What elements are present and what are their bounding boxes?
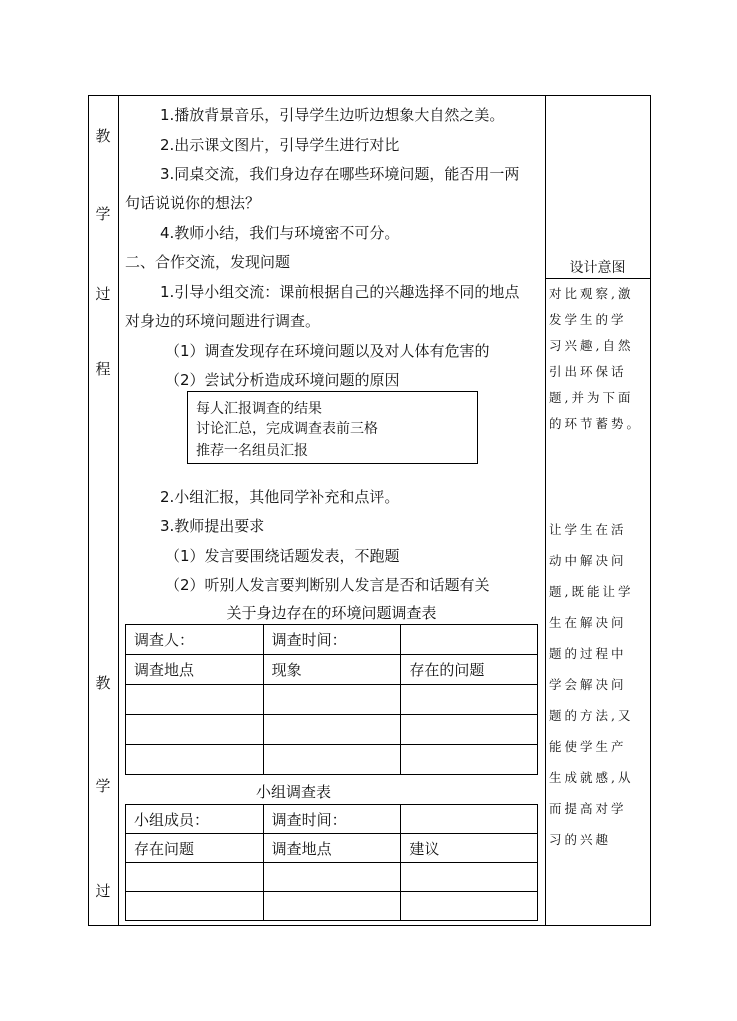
design-note-line: 习的兴趣 <box>549 832 612 847</box>
text-line: 1.播放背景音乐，引导学生边听边想象大自然之美。 <box>160 106 505 124</box>
table-cell <box>401 685 538 715</box>
table-header-cell: 现象 <box>263 655 401 685</box>
text-line: 2.小组汇报，其他同学补充和点评。 <box>160 488 400 506</box>
table-cell <box>263 892 401 921</box>
section-heading: 二、合作交流，发现问题 <box>125 253 291 271</box>
table-cell <box>126 745 264 775</box>
design-note-line: 对比观察,激 <box>549 286 634 301</box>
text-line: 3.教师提出要求 <box>160 517 265 535</box>
design-header: 设计意图 <box>569 260 626 276</box>
table-cell: 调查时间： <box>263 805 401 834</box>
text-line: （1）调查发现存在环境问题以及对人体有危害的 <box>165 342 490 360</box>
design-note-line: 引出环保话 <box>549 364 627 379</box>
table-header-cell: 调查地点 <box>126 655 264 685</box>
text-line: 4.教师小结，我们与环境密不可分。 <box>160 224 400 242</box>
table-cell <box>126 715 264 745</box>
text-line: 1.引导小组交流：课前根据自己的兴趣选择不同的地点 <box>160 283 520 301</box>
design-note-line: 学会解决问 <box>549 677 627 692</box>
text-line: 对身边的环境问题进行调查。 <box>125 312 321 330</box>
group-survey-table <box>125 804 538 921</box>
design-note-line: 生成就感,从 <box>549 770 634 785</box>
text-line: （2）尝试分析造成环境问题的原因 <box>165 371 400 389</box>
frame-top <box>88 95 651 96</box>
table-cell <box>126 685 264 715</box>
box-line: 讨论汇总，完成调查表前三格 <box>196 421 378 437</box>
side-char: 教 <box>95 127 111 145</box>
frame-right <box>650 95 651 925</box>
side-char: 过 <box>95 285 111 303</box>
text-line: 句话说说你的想法？ <box>125 194 261 212</box>
design-header-divider <box>545 278 650 279</box>
table-header-cell: 存在的问题 <box>401 655 538 685</box>
side-char: 学 <box>95 205 111 223</box>
table-cell <box>263 715 401 745</box>
table-cell <box>263 863 401 892</box>
table-cell <box>401 715 538 745</box>
side-char: 过 <box>95 882 111 900</box>
table-cell: 调查人： <box>126 625 264 655</box>
design-note-line: 题,既能让学 <box>549 584 634 599</box>
table-cell <box>401 745 538 775</box>
table-cell <box>401 863 538 892</box>
design-note-line: 能使学生产 <box>549 739 627 754</box>
side-char: 学 <box>95 777 111 795</box>
table-cell <box>263 745 401 775</box>
text-line: （1）发言要围绕话题发表，不跑题 <box>165 547 400 565</box>
table-cell <box>401 625 538 655</box>
table-cell <box>126 863 264 892</box>
design-note-line: 题的方法,又 <box>549 708 634 723</box>
text-line: 2.出示课文图片，引导学生进行对比 <box>160 136 400 154</box>
design-note-line: 发学生的学 <box>549 312 627 327</box>
box-line: 每人汇报调查的结果 <box>196 401 322 417</box>
text-line: 3.同桌交流，我们身边存在哪些环境问题，能否用一两 <box>160 165 520 183</box>
survey-table <box>125 624 538 775</box>
table-header-cell: 存在问题 <box>126 834 264 863</box>
table-header-cell: 建议 <box>401 834 538 863</box>
design-note-line: 题,并为下面 <box>549 390 634 405</box>
column-divider-left <box>118 95 119 925</box>
table-cell: 调查时间： <box>263 625 401 655</box>
table-cell <box>126 892 264 921</box>
table-cell <box>401 805 538 834</box>
side-char: 教 <box>95 674 111 692</box>
design-note-line: 让学生在活 <box>549 522 627 537</box>
table-header-cell: 调查地点 <box>263 834 401 863</box>
table-caption: 小组调查表 <box>255 783 331 801</box>
frame-bottom <box>88 925 651 926</box>
column-divider-right <box>545 95 546 925</box>
box-line: 推荐一名组员汇报 <box>196 443 308 459</box>
table-cell <box>263 685 401 715</box>
side-char: 程 <box>95 360 111 378</box>
design-note-line: 而提高对学 <box>549 801 627 816</box>
table-caption: 关于身边存在的环境问题调查表 <box>226 604 437 622</box>
text-line: （2）听别人发言要判断别人发言是否和话题有关 <box>165 576 490 594</box>
design-note-line: 的环节蓄势。 <box>549 416 643 431</box>
table-cell <box>401 892 538 921</box>
design-note-line: 习兴趣,自然 <box>549 338 634 353</box>
table-cell: 小组成员： <box>126 805 264 834</box>
design-note-line: 动中解决问 <box>549 553 627 568</box>
design-note-line: 题的过程中 <box>549 646 627 661</box>
design-note-line: 生在解决问 <box>549 615 627 630</box>
